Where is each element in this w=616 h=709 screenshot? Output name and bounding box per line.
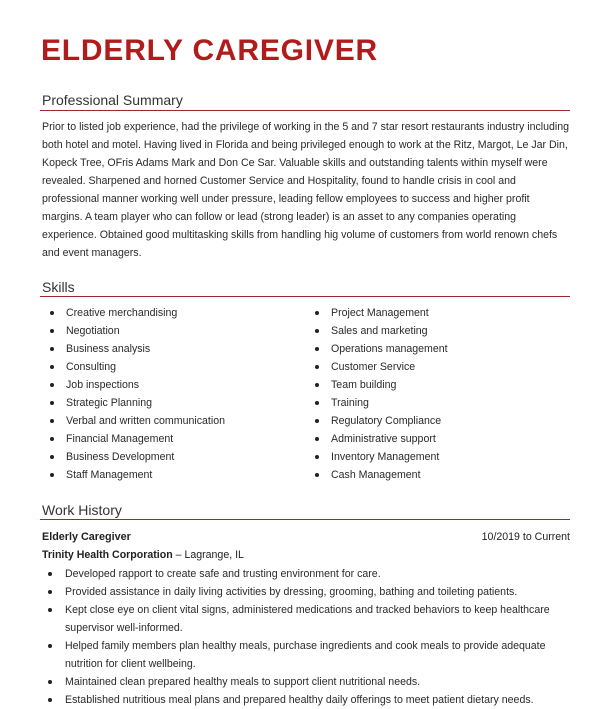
- duty-item: Established nutritious meal plans and prepared healthy daily offerings to meet patient dietary needs.: [48, 691, 570, 709]
- summary-text: Prior to listed job experience, had the privilege of working in the 5 and 7 star resort restaurants industry including both hotel and motel. Having lived in Florida and being privileged enough to work at the Ritz, Margot, Le Jar Din, Kopeck Tree, OFris Adams Mark and Don Ce Sar. Valuable skills and outstanding talents within myself were revealed. Sharpened and horned Customer Service and Hospitality, found to handle crisis in cool and professional manner working well under pressure, leading fellow employees to success and higher profit margins. A team player who can follow or lead (strong leader) is an asset to any companies operating experience. Obtained good multitasking skills from handling hig volume of customers from world renown chefs and event managers.: [42, 121, 570, 259]
- duty-item: Maintained clean prepared healthy meals to support client nutritional needs.: [48, 673, 570, 691]
- job-location: – Lagrange, IL: [172, 549, 244, 561]
- job-duties-list: [48, 565, 570, 709]
- section-title-work-history: Work History: [42, 502, 122, 518]
- job-company: Trinity Health Corporation: [42, 549, 173, 561]
- section-divider-summary: [40, 110, 570, 111]
- skill-item: Job inspections: [50, 376, 225, 394]
- skill-item: Administrative support: [315, 430, 448, 448]
- job-dates: 10/2019 to Current: [481, 531, 570, 543]
- job-company-line: [42, 548, 244, 562]
- duty-item: Helped family members plan healthy meals, purchase ingredients and cook meals to provide adequate nutrition for client wellbeing.: [48, 637, 570, 673]
- skill-item: Project Management: [315, 304, 448, 322]
- skill-item: Creative merchandising: [50, 304, 225, 322]
- skill-item: Staff Management: [50, 466, 225, 484]
- skills-list-left: [50, 304, 225, 484]
- skill-item: Customer Service: [315, 358, 448, 376]
- skill-item: Negotiation: [50, 322, 225, 340]
- section-divider-work-history: [40, 519, 570, 520]
- skill-item: Operations management: [315, 340, 448, 358]
- skill-item: Team building: [315, 376, 448, 394]
- skill-item: Inventory Management: [315, 448, 448, 466]
- skill-item: Business Development: [50, 448, 225, 466]
- duty-item: Provided assistance in daily living activities by dressing, grooming, bathing and toileting patients.: [48, 583, 570, 601]
- section-title-summary: Professional Summary: [42, 92, 183, 108]
- section-divider-skills: [40, 296, 570, 297]
- duty-item: Developed rapport to create safe and trusting environment for care.: [48, 565, 570, 583]
- skill-item: Business analysis: [50, 340, 225, 358]
- resume-name-title: ELDERLY CAREGIVER: [41, 34, 379, 67]
- job-title: Elderly Caregiver: [42, 531, 131, 543]
- skill-item: Strategic Planning: [50, 394, 225, 412]
- skill-item: Consulting: [50, 358, 225, 376]
- section-title-skills: Skills: [42, 279, 75, 295]
- skills-list-right: [315, 304, 448, 484]
- skill-item: Regulatory Compliance: [315, 412, 448, 430]
- skill-item: Cash Management: [315, 466, 448, 484]
- skill-item: Training: [315, 394, 448, 412]
- duty-item: Kept close eye on client vital signs, administered medications and tracked behaviors to keep healthcare supervisor well-informed.: [48, 601, 570, 637]
- skill-item: Financial Management: [50, 430, 225, 448]
- skill-item: Verbal and written communication: [50, 412, 225, 430]
- skill-item: Sales and marketing: [315, 322, 448, 340]
